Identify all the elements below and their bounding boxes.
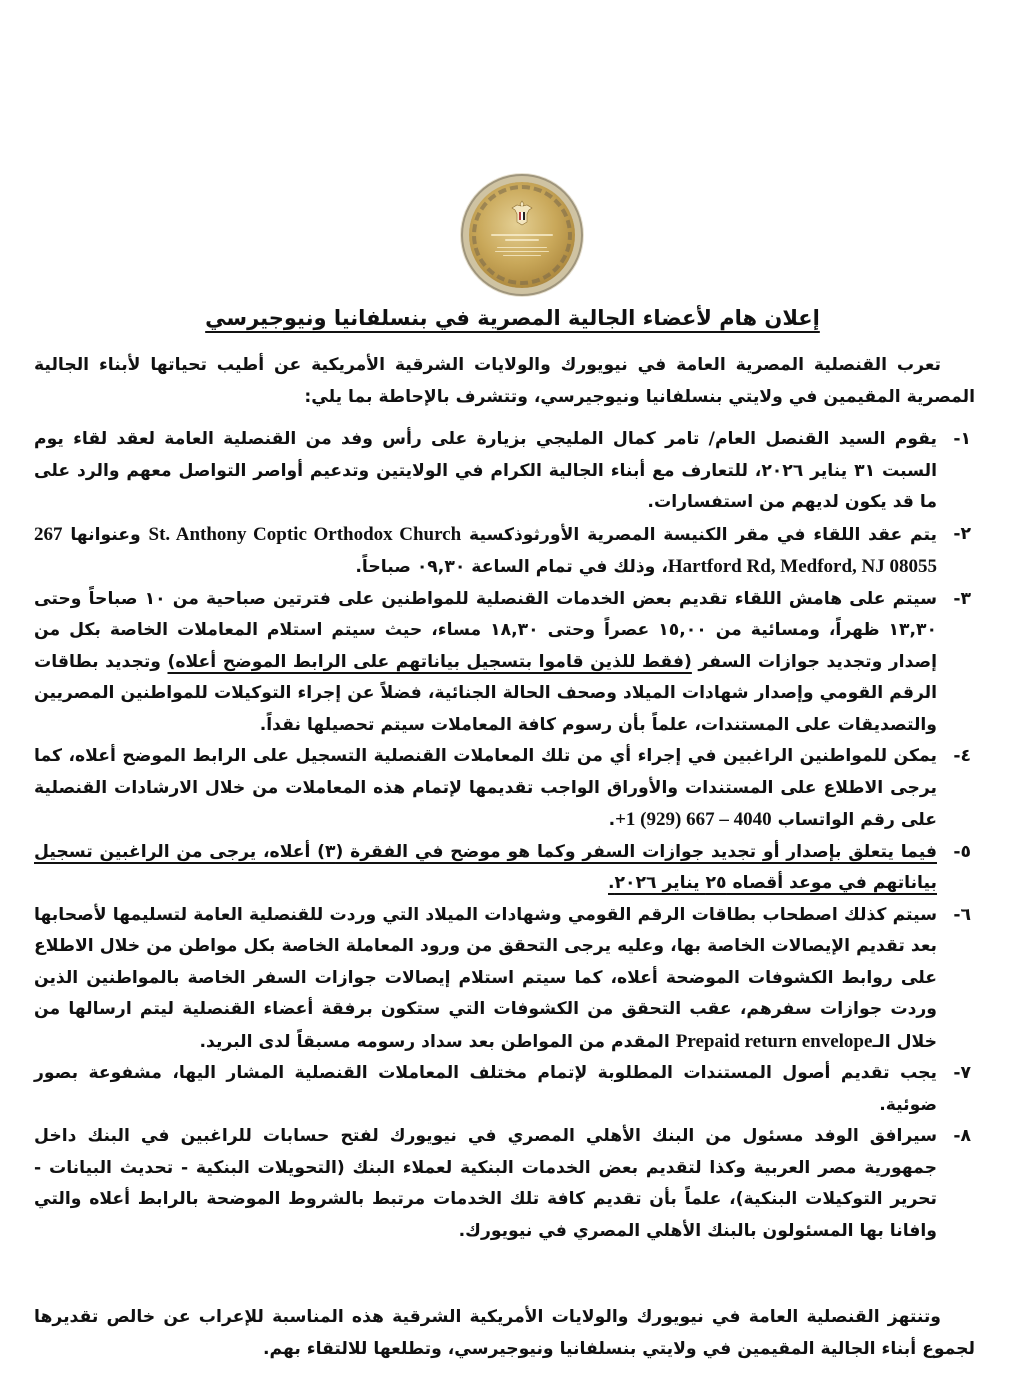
item-number: ٣- — [953, 588, 971, 609]
eagle-emblem-icon — [510, 200, 534, 226]
item-text: يمكن للمواطنين الراغبين في إجراء أي من تلك المعاملات القنصلية التسجيل على الرابط الموضح أعلاه، كما يرجى الاطلاع على المستندات والأوراق الواجب تقديمها لإتمام هذه المعاملات من خلال الارشادات القنصلية على رقم الواتساب — [34, 746, 937, 830]
seal-english-caption-line2 — [495, 251, 549, 252]
item-text: يقوم السيد القنصل العام/ تامر كمال المليجي بزيارة على رأس وفد من القنصلية العامة لعقد لقاء يوم السبت ٣١ يناير ٢٠٢٦، للتعارف مع أبناء الجالية الكرام في الولايتين وتدعيم أواصر التواصل معهم والرد على ما قد يكون لديهم من استفسارات. — [34, 429, 937, 512]
church-address: 267 Hartford Rd, Medford, NJ 08055 — [34, 523, 937, 577]
intro-paragraph: تعرب القنصلية المصرية العامة في نيويورك والولايات الشرقية الأمريكية عن أطيب تحياتها لأبناء الجالية المصرية المقيمين في ولايتي بنسلفانيا ونيوجيرسي، وتتشرف بالإحاطة بما يلي: — [34, 355, 975, 407]
whatsapp-number: +1 (929) 667 – 4040 — [615, 809, 772, 830]
item-number: ٤- — [953, 746, 971, 766]
numbered-list — [34, 424, 975, 1247]
item-number: ٦- — [953, 904, 971, 925]
consulate-seal-logo — [469, 182, 575, 288]
prepaid-envelope-term: Prepaid return envelope — [675, 1030, 873, 1052]
registration-note: (فقط للذين قاموا بتسجيل بياناتهم على الرابط الموضح أعلاه) — [167, 651, 692, 672]
item-text: يجب تقديم أصول المستندات المطلوبة لإتمام مختلف المعاملات القنصلية المشار اليها، مشفوعة بصور ضوئية. — [34, 1063, 937, 1115]
item-number: ١- — [953, 429, 971, 449]
list-item-3 — [34, 584, 975, 742]
closing-paragraph: وتنتهز القنصلية العامة في نيويورك والولايات الأمريكية الشرقية هذه المناسبة للإعراب عن خالص تقديرها لجموع أبناء الجالية المقيمين في ولايتي بنسلفانيا ونيوجيرسي، وتطلعها للالتقاء بهم. — [34, 1307, 975, 1359]
seal-arabic-caption — [491, 234, 553, 236]
list-item-5 — [34, 837, 975, 900]
item-text: سيتم على هامش اللقاء تقديم بعض الخدمات القنصلية للمواطنين على فترتين صباحية من ١٠ صباحاً وحتى ١٣,٣٠ ظهراً، ومسائية من ١٥,٠٠ عصراً وحتى ١٨,٣٠ مساء، حيث سيتم استلام المعاملات الخاصة بكل من إصدار وتجديد جوازات السفر — [34, 588, 937, 672]
item-number: ٧- — [953, 1063, 971, 1083]
list-item-6 — [34, 900, 975, 1059]
seal-english-caption — [497, 247, 547, 248]
item-text: سيرافق الوفد مسئول من البنك الأهلي المصري في نيويورك لفتح حسابات للراغبين في البنك داخل جمهورية مصر العربية وكذا لتقديم بعض الخدمات البنكية لعملاء البنك (التحويلات البنكية - تحديث البيانات - تحرير التوكيلات البنكية)، علماً بأن تقديم كافة تلك الخدمات مرتبط بالشروط الموضحة بالرابط أعلاه والتي وافانا بها المسئولون بالبنك الأهلي المصري في نيويورك. — [34, 1126, 937, 1241]
list-item-7 — [34, 1058, 975, 1121]
item-text: سيتم كذلك اصطحاب بطاقات الرقم القومي وشهادات الميلاد التي وردت للقنصلية العامة لتسليمها لأصحابها بعد تقديم الإيصالات الخاصة بها، وعليه يرجى التحقق من ورود المعاملة الخاصة بكل مواطن من خلال الاطلاع على روابط الكشوفات الموضحة أعلاه، كما سيتم استلام إيصالات جوازات السفر الخاصة بالمواطنين الذين وردت جوازات سفرهم، عقب التحقق من الكشوفات التي ستكون برفقة أعضاء القنصلية ليتم ارسالها من خلال الـ — [34, 904, 937, 1052]
item-number: ٢- — [953, 523, 971, 544]
item-number: ٨- — [953, 1126, 971, 1146]
item-text: يتم عقد اللقاء في مقر الكنيسة المصرية الأورثوذكسية — [469, 524, 937, 545]
list-item-2 — [34, 519, 975, 584]
item-text: وتجديد بطاقات الرقم القومي وإصدار شهادات الميلاد وصحف الحالة الجنائية، فضلاً عن إجراء التوكيلات للمواطنين المصريين والتصديقات على المستندات، علماً بأن رسوم كافة المعاملات سيتم تحصيلها نقداً. — [34, 651, 937, 735]
item-text: . — [608, 810, 616, 830]
seal-arabic-caption-line2 — [505, 239, 539, 241]
list-item-4 — [34, 741, 975, 837]
item-text-underlined: فيما يتعلق بإصدار أو تجديد جوازات السفر وكما هو موضح في الفقرة (٣) أعلاه، يرجى من الراغبين تسجيل بياناتهم في موعد أقصاه ٢٥ يناير ٢٠٢٦. — [34, 841, 937, 893]
item-text: المقدم من المواطن بعد سداد رسومه مسبقاً لدى البريد. — [199, 1031, 676, 1052]
announcement-items — [34, 424, 975, 1247]
item-number: ٥- — [953, 841, 971, 862]
list-item-1 — [34, 424, 975, 519]
item-text: ، وذلك في تمام الساعة ٠٩,٣٠ صباحاً. — [355, 557, 668, 577]
item-text: وعنوانها — [70, 524, 141, 545]
church-name: St. Anthony Coptic Orthodox Church — [148, 523, 462, 545]
list-item-8 — [34, 1121, 975, 1247]
announcement-title: إعلان هام لأعضاء الجالية المصرية في بنسلفانيا ونيوجيرسي — [205, 306, 820, 330]
seal-english-caption-line3 — [503, 255, 541, 256]
